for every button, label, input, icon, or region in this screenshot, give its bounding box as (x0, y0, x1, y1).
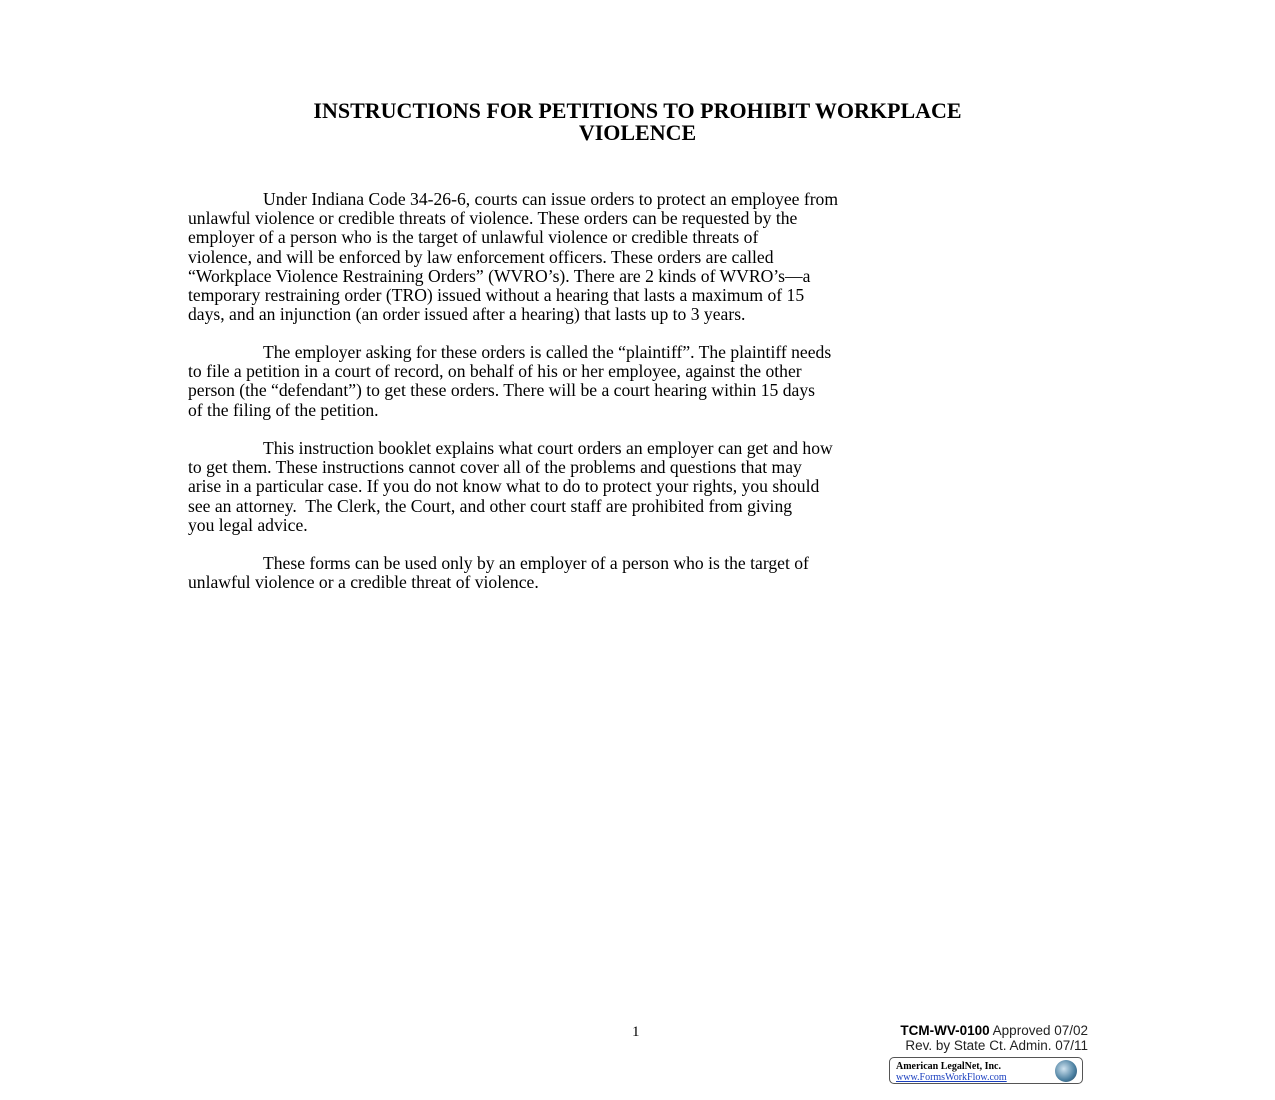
globe-logo-icon (1055, 1060, 1077, 1082)
paragraph-line: days, and an injunction (an order issued after a hearing) that lasts up to 3 years. (188, 304, 746, 325)
form-identifier (900, 1023, 1088, 1053)
paragraph-line: you legal advice. (188, 514, 308, 535)
publisher-badge (889, 1057, 1083, 1084)
paragraph-line: This instruction booklet explains what court orders an employer can get and how (263, 438, 833, 458)
paragraph (188, 439, 1098, 535)
document-title-line-1: INSTRUCTIONS FOR PETITIONS TO PROHIBIT WORKPLACE (313, 98, 962, 123)
paragraph-line: employer of a person who is the target of unlawful violence or credible threats of (188, 227, 759, 248)
form-code: TCM-WV-0100 (900, 1023, 990, 1038)
paragraph-line: arise in a particular case. If you do not know what to do to protect your rights, you should (188, 476, 820, 497)
paragraph-line: violence, and will be enforced by law enforcement officers. These orders are called (188, 246, 774, 267)
paragraph (188, 190, 1098, 324)
paragraph-line: temporary restraining order (TRO) issued without a hearing that lasts a maximum of 15 (188, 284, 805, 305)
paragraph-line: unlawful violence or credible threats of violence. These orders can be requested by the (188, 208, 798, 229)
paragraph-line: “Workplace Violence Restraining Orders” (WVRO’s). There are 2 kinds of WVRO’s—a (188, 265, 811, 286)
paragraph (188, 343, 1098, 420)
paragraph (188, 554, 1098, 592)
paragraph-line: to get them. These instructions cannot cover all of the problems and questions that may (188, 457, 802, 478)
paragraph-line: to file a petition in a court of record, on behalf of his or her employee, against the other (188, 361, 802, 382)
paragraph-line: see an attorney. The Clerk, the Court, and other court staff are prohibited from giving (188, 495, 793, 516)
publisher-link[interactable]: www.FormsWorkFlow.com (896, 1072, 1007, 1083)
paragraph-line: unlawful violence or a credible threat of violence. (188, 572, 539, 593)
approved-date: Approved 07/02 (992, 1023, 1088, 1038)
paragraph-line: The employer asking for these orders is called the “plaintiff”. The plaintiff needs (263, 342, 832, 362)
paragraph-line: person (the “defendant”) to get these orders. There will be a court hearing within 15 days (188, 380, 815, 401)
document-title-line-2: VIOLENCE (578, 120, 697, 145)
paragraph-line: These forms can be used only by an employer of a person who is the target of (263, 553, 809, 573)
publisher-name: American LegalNet, Inc. (896, 1061, 1001, 1072)
page-number: 1 (632, 1024, 640, 1040)
paragraph-line: Under Indiana Code 34-26-6, courts can issue orders to protect an employee from (263, 189, 839, 209)
revision-note: Rev. by State Ct. Admin. 07/11 (905, 1038, 1088, 1053)
paragraph-line: of the filing of the petition. (188, 399, 379, 420)
